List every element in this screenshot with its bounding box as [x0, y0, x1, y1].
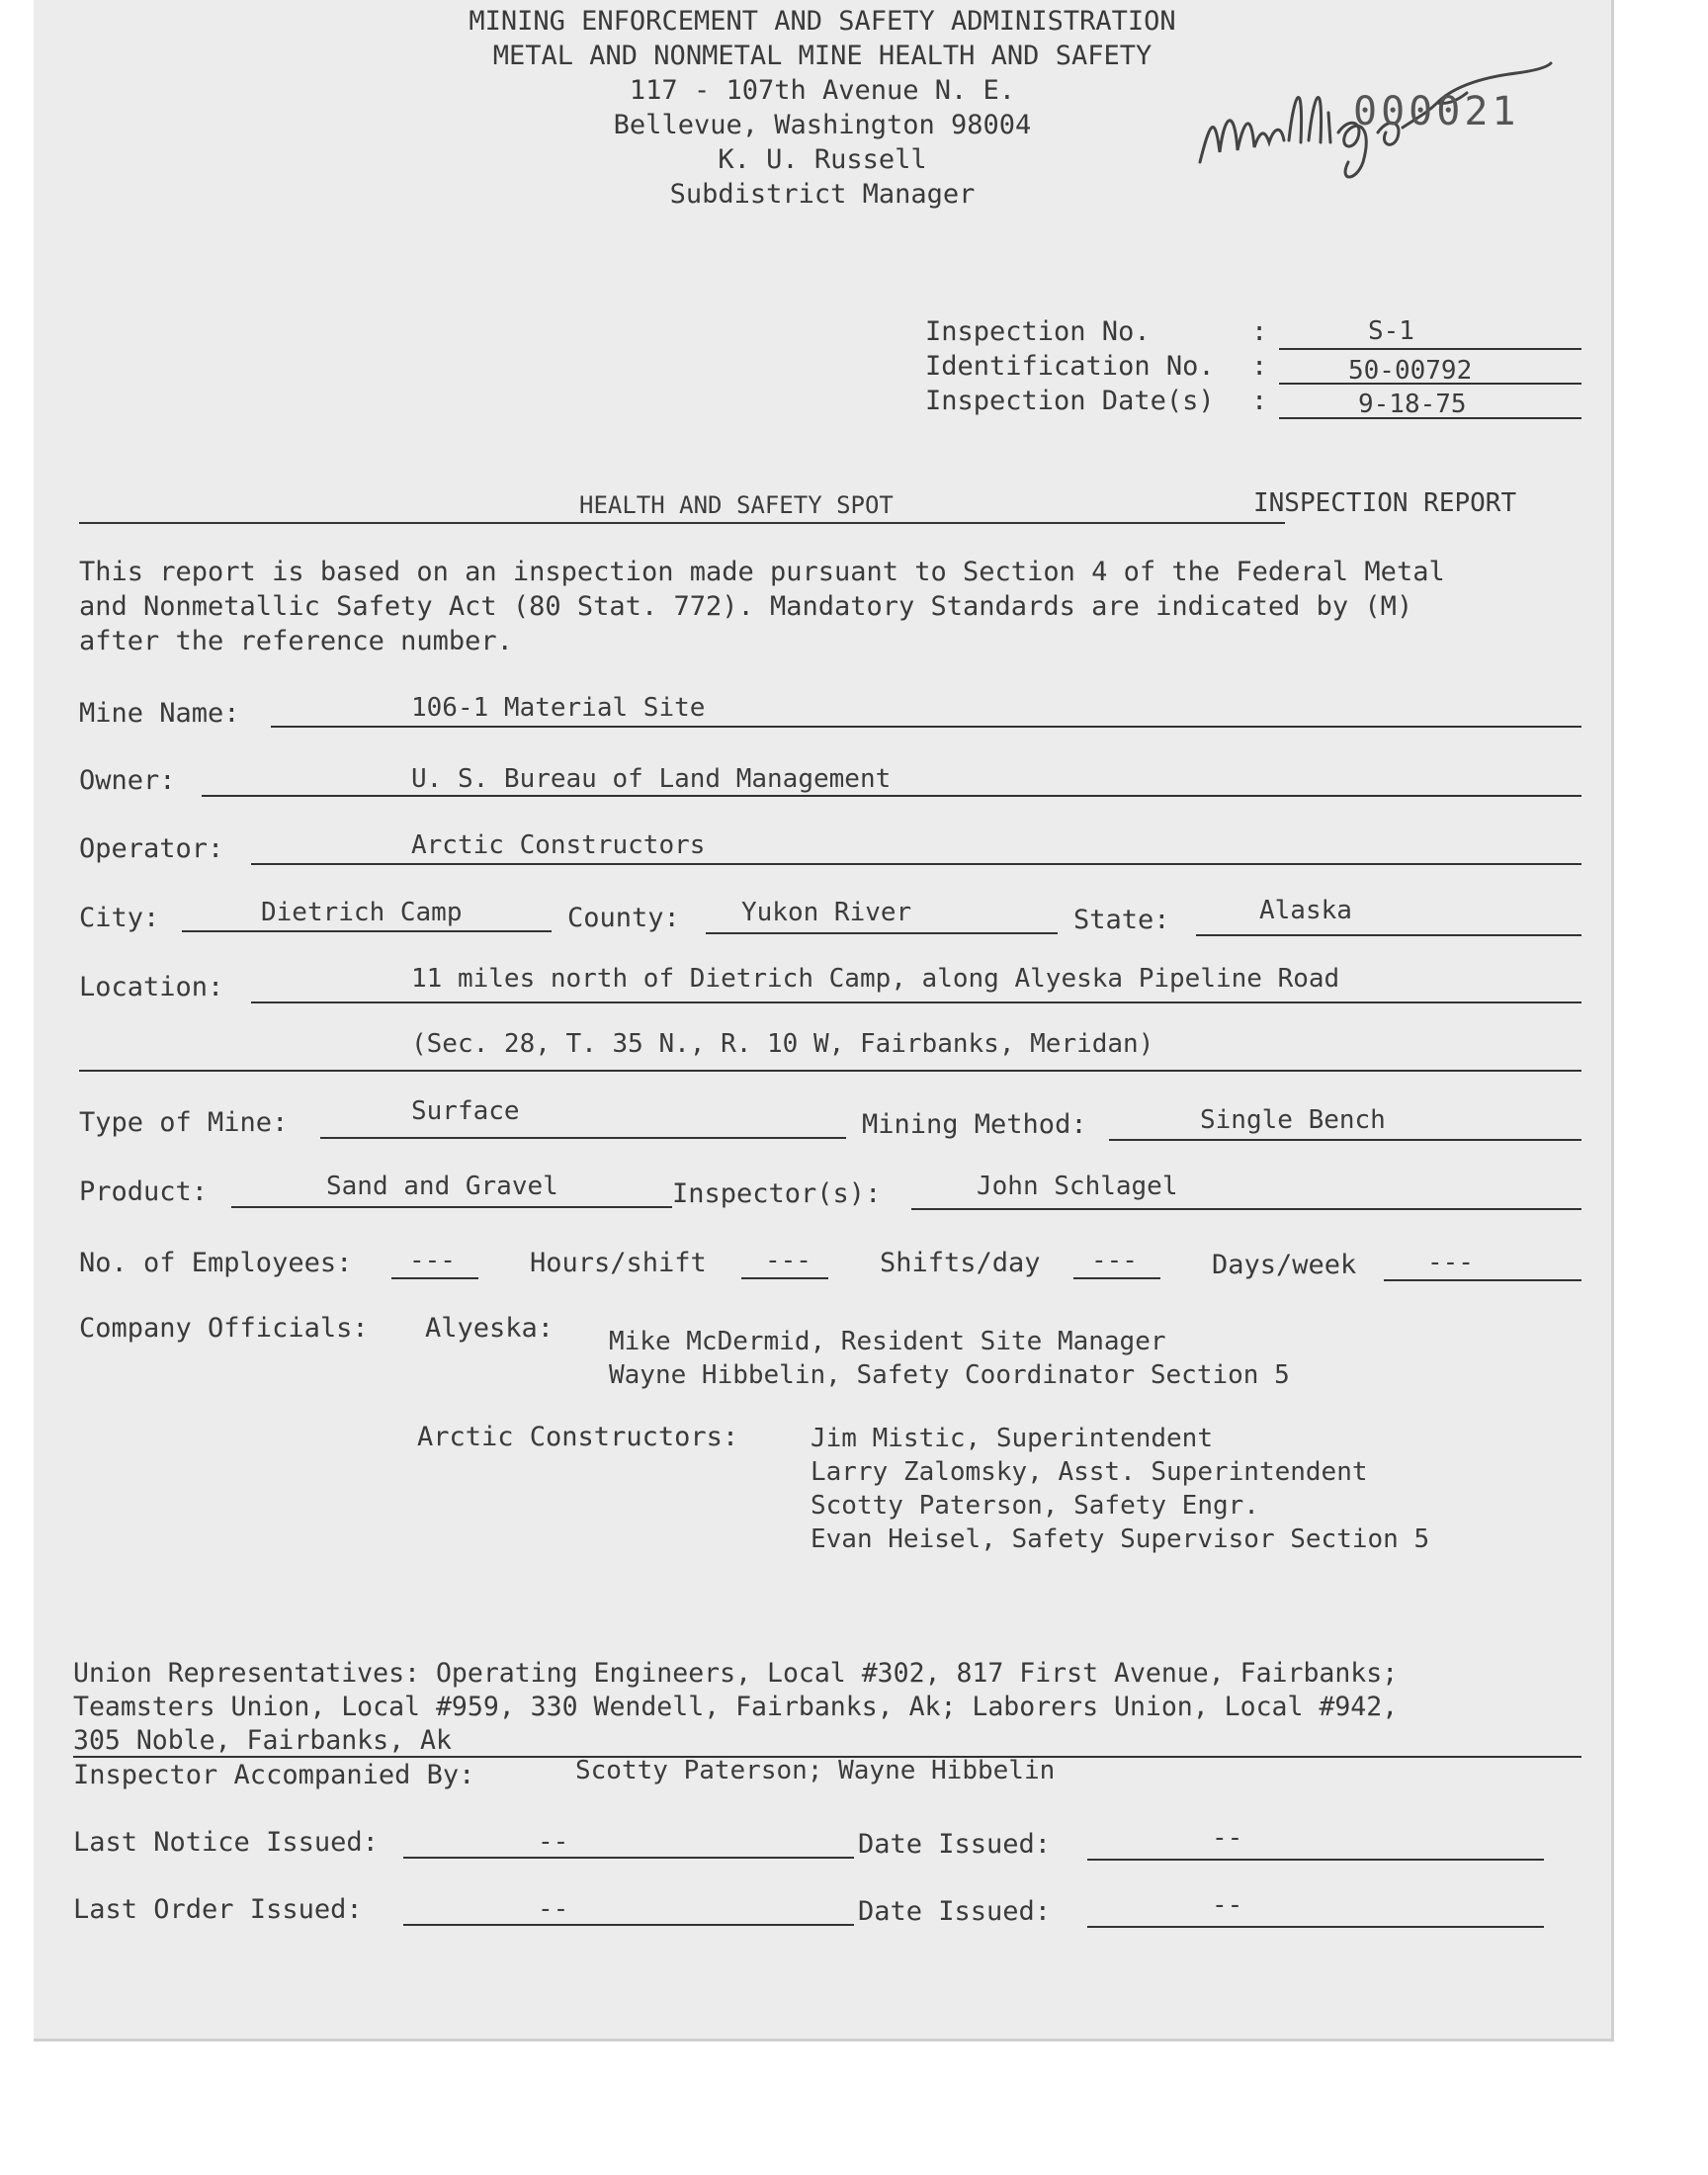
last-order-label: Last Order Issued: [73, 1894, 363, 1925]
inspectors-line [911, 1208, 1581, 1210]
inspection-dates-label: Inspection Date(s) [925, 386, 1215, 416]
official-name: Jim Mistic, Superintendent [811, 1424, 1213, 1453]
official-name: Evan Heisel, Safety Supervisor Section 5 [811, 1524, 1430, 1554]
order-date-label: Date Issued: [858, 1896, 1052, 1927]
days-value: --- [1427, 1248, 1474, 1277]
city-value: Dietrich Camp [261, 898, 463, 927]
county-label: County: [567, 903, 680, 933]
inspectors-label: Inspector(s): [672, 1178, 882, 1209]
document-number-stamp: 000021 [1353, 89, 1520, 134]
arctic-constructors-label: Arctic Constructors: [417, 1422, 739, 1452]
union-text-2: Teamsters Union, Local #959, 330 Wendell, Fairbanks, Ak; Laborers Union, Local #942, [73, 1692, 1399, 1722]
location-line-2 [79, 1070, 1581, 1072]
company-officials-label: Company Officials: [79, 1313, 369, 1344]
last-order-value: -- [538, 1894, 569, 1924]
accompanied-value: Scotty Paterson; Wayne Hibbelin [575, 1756, 1056, 1785]
days-label: Days/week [1212, 1250, 1357, 1280]
shifts-line [1073, 1277, 1160, 1279]
county-line [706, 932, 1058, 934]
order-date-line [1087, 1926, 1544, 1928]
agency-name: MINING ENFORCEMENT AND SAFETY ADMINISTRATION [469, 6, 1176, 37]
inspection-no-value: S-1 [1368, 316, 1414, 346]
accompanied-label: Inspector Accompanied By: [73, 1760, 475, 1790]
intro-text-1: This report is based on an inspection made pursuant to Section 4 of the Federal Metal [79, 557, 1445, 587]
inspection-no-line [1279, 348, 1581, 350]
inspection-dates-value: 9-18-75 [1358, 390, 1467, 419]
document-page [34, 0, 1614, 2042]
operator-line [251, 863, 1581, 865]
report-type: HEALTH AND SAFETY SPOT [579, 491, 894, 519]
last-notice-value: -- [538, 1827, 569, 1857]
last-notice-line [403, 1857, 854, 1859]
state-value: Alaska [1259, 896, 1352, 925]
location-value-1: 11 miles north of Dietrich Camp, along Alyeska Pipeline Road [411, 964, 1340, 994]
manager-title: Subdistrict Manager [669, 179, 976, 210]
shifts-label: Shifts/day [880, 1248, 1041, 1278]
employees-label: No. of Employees: [79, 1248, 353, 1278]
county-value: Yukon River [741, 898, 912, 927]
mine-name-value: 106-1 Material Site [411, 693, 706, 723]
location-value-2: (Sec. 28, T. 35 N., R. 10 W, Fairbanks, Meridan) [411, 1029, 1154, 1059]
division-name: METAL AND NONMETAL MINE HEALTH AND SAFETY [492, 41, 1153, 71]
address-street: 117 - 107th Avenue N. E. [629, 75, 1016, 106]
last-order-line [403, 1924, 854, 1926]
hours-label: Hours/shift [530, 1248, 707, 1278]
address-city: Bellevue, Washington 98004 [613, 110, 1032, 140]
inspectors-value: John Schlagel [977, 1172, 1178, 1201]
notice-date-line [1087, 1859, 1544, 1861]
identification-no-value: 50-00792 [1348, 356, 1473, 386]
state-label: State: [1073, 905, 1170, 935]
type-of-mine-value: Surface [411, 1096, 520, 1126]
colon: : [1251, 316, 1268, 347]
mining-method-value: Single Bench [1200, 1105, 1386, 1135]
notice-date-value: -- [1212, 1823, 1243, 1853]
last-notice-label: Last Notice Issued: [73, 1827, 379, 1858]
mining-method-line [1109, 1139, 1581, 1141]
intro-text-2: and Nonmetallic Safety Act (80 Stat. 772). Mandatory Standards are indicated by (M) [79, 591, 1413, 622]
report-title: INSPECTION REPORT [1253, 488, 1517, 518]
mining-method-label: Mining Method: [862, 1109, 1087, 1140]
mine-name-line [271, 726, 1581, 728]
operator-value: Arctic Constructors [411, 830, 706, 860]
hours-value: --- [765, 1246, 811, 1275]
owner-value: U. S. Bureau of Land Management [411, 764, 892, 794]
union-text-3: 305 Noble, Fairbanks, Ak [73, 1725, 452, 1756]
notice-date-label: Date Issued: [858, 1829, 1052, 1860]
alyeska-label: Alyeska: [425, 1313, 555, 1344]
colon: : [1251, 351, 1268, 382]
location-label: Location: [79, 972, 224, 1002]
employees-value: --- [409, 1246, 456, 1275]
type-of-mine-label: Type of Mine: [79, 1107, 289, 1138]
product-label: Product: [79, 1176, 209, 1207]
official-name: Wayne Hibbelin, Safety Coordinator Section 5 [609, 1360, 1290, 1390]
operator-label: Operator: [79, 833, 224, 864]
shifts-value: --- [1091, 1246, 1138, 1275]
official-name: Larry Zalomsky, Asst. Superintendent [811, 1457, 1368, 1487]
identification-no-label: Identification No. [925, 351, 1215, 382]
city-label: City: [79, 903, 160, 933]
report-title-line [79, 522, 1285, 524]
location-line-1 [251, 1001, 1581, 1003]
product-line [231, 1206, 672, 1208]
mine-name-label: Mine Name: [79, 698, 240, 729]
city-line [182, 930, 552, 932]
colon: : [1251, 386, 1268, 416]
owner-line [202, 795, 1581, 797]
manager-name: K. U. Russell [718, 144, 927, 175]
employees-line [391, 1277, 478, 1279]
order-date-value: -- [1212, 1890, 1243, 1920]
official-name: Mike McDermid, Resident Site Manager [609, 1327, 1166, 1356]
inspection-no-label: Inspection No. [925, 316, 1151, 347]
official-name: Scotty Paterson, Safety Engr. [811, 1491, 1259, 1521]
intro-text-3: after the reference number. [79, 626, 513, 656]
type-of-mine-line [320, 1137, 846, 1139]
state-line [1196, 934, 1581, 936]
days-line [1384, 1279, 1581, 1281]
product-value: Sand and Gravel [326, 1172, 558, 1201]
owner-label: Owner: [79, 765, 176, 796]
union-text-1: Union Representatives: Operating Engineers, Local #302, 817 First Avenue, Fairbanks; [73, 1658, 1399, 1689]
hours-line [741, 1277, 828, 1279]
